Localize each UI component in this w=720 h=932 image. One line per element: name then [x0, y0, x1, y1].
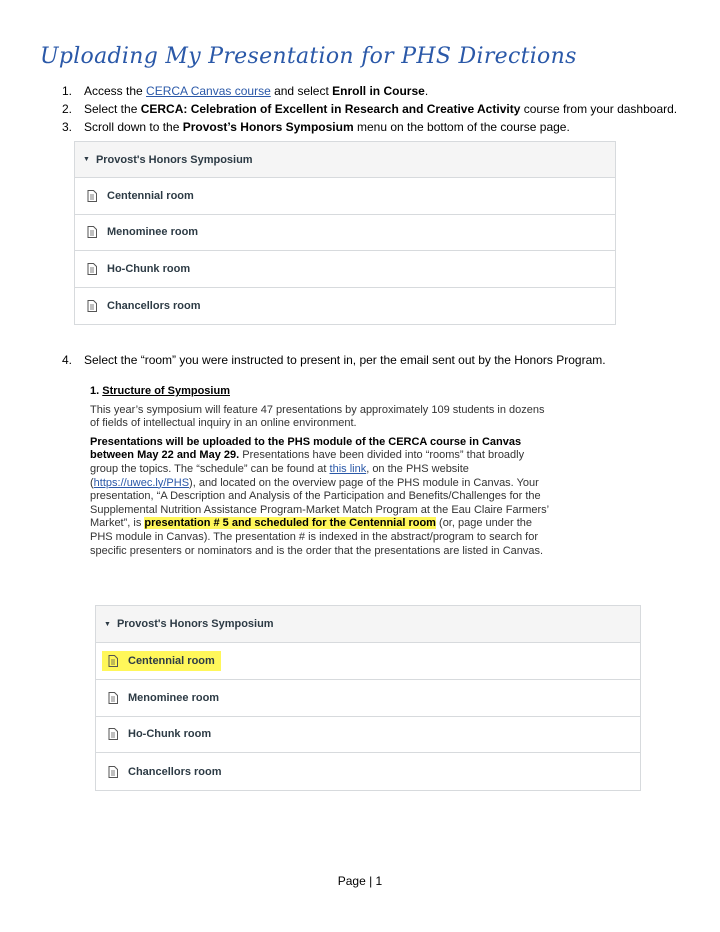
excerpt-paragraph-1: This year’s symposium will feature 47 presentations by approximately 109 students in dozens of fields of intellectual inquiry in an online environment. — [90, 403, 545, 430]
email-excerpt — [90, 385, 550, 563]
module-item-centennial[interactable] — [96, 643, 640, 680]
module-panel-2 — [95, 605, 641, 791]
step-4: 4. Select the “room” you were instructed to present in, per the email sent out by the Honors Program. — [62, 353, 606, 367]
module-header[interactable]: ▼ Provost's Honors Symposium — [96, 606, 640, 643]
highlighted-assignment: presentation # 5 and scheduled for the Centennial room — [144, 517, 436, 530]
module-item-menominee[interactable]: Menominee room — [75, 215, 615, 252]
steps-list — [62, 82, 677, 136]
schedule-link[interactable]: this link — [329, 462, 367, 475]
highlighted-room: Centennial room — [102, 651, 221, 671]
caret-down-icon: ▼ — [104, 620, 111, 628]
step-2: 2. Select the CERCA: Celebration of Excellent in Research and Creative Activity course from your dashboard. — [62, 102, 678, 116]
excerpt-heading: 1. Structure of Symposium — [90, 385, 230, 397]
step-3: 3. Scroll down to the Provost’s Honors Symposium menu on the bottom of the course page. — [62, 120, 570, 134]
page-icon — [108, 728, 118, 740]
module-item-ho-chunk[interactable]: Ho-Chunk room — [75, 251, 615, 288]
module-panel-1 — [74, 141, 616, 325]
module-item-ho-chunk[interactable]: Ho-Chunk room — [96, 717, 640, 754]
module-header[interactable]: ▼ Provost's Honors Symposium — [75, 142, 615, 178]
page-footer: Page | 1 — [337, 874, 383, 888]
module-item-chancellors[interactable]: Chancellors room — [96, 753, 640, 790]
page-icon — [108, 692, 118, 704]
phs-website-link[interactable]: https://uwec.ly/PHS — [93, 476, 190, 489]
step-number: 1. — [62, 84, 73, 98]
page-icon — [87, 190, 97, 202]
page-icon — [108, 766, 118, 778]
cerca-canvas-link[interactable]: CERCA Canvas course — [146, 84, 271, 98]
page-icon — [87, 300, 97, 312]
module-item-menominee[interactable]: Menominee room — [96, 680, 640, 717]
page-icon — [87, 263, 97, 275]
caret-down-icon: ▼ — [83, 156, 90, 163]
page-icon — [108, 655, 118, 667]
excerpt-paragraph-2: Presentations will be uploaded to the PHS module of the CERCA course in Canvas between May 22 and May 29. Presentations have been divided into “rooms” that broadly group the topics. The “schedule” can be found at this link, on the PHS website (https://uwec.ly/PHS), and located on the overview page of the PHS module in Canvas. Your presentation, “A Description and Analysis of the Participation and Benefits/Challenges for the Supplemental Nutrition Assistance Program-Market Match Program at the Eau Claire Farmers’ Market”, is presentation # 5 and scheduled for the Centennial room (or, page under the PHS module in Canvas). The presentation # is indexed in the abstract/program to search for specific presenters or nominators and is the order that the presentations are listed in Canvas. — [90, 435, 549, 557]
document-title: Uploading My Presentation for PHS Directions — [40, 44, 577, 69]
step-number: 2. — [62, 102, 73, 116]
step-number: 3. — [62, 120, 73, 134]
step-number: 4. — [62, 353, 73, 367]
step-1: 1. Access the CERCA Canvas course and select Enroll in Course. — [62, 84, 429, 98]
module-item-centennial[interactable]: Centennial room — [75, 178, 615, 215]
module-item-chancellors[interactable]: Chancellors room — [75, 288, 615, 325]
page-icon — [87, 226, 97, 238]
